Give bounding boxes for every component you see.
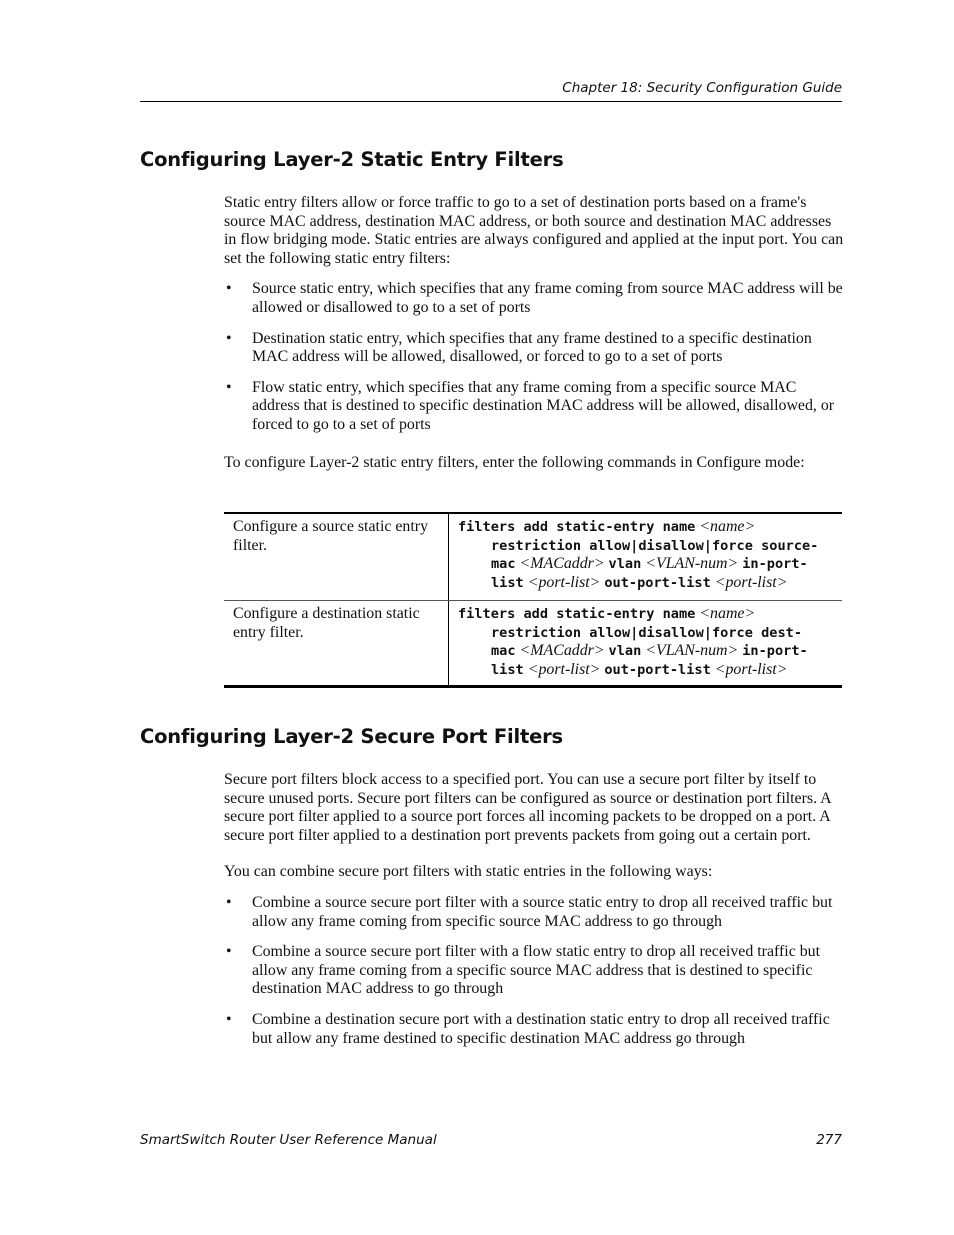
bullet-icon: • bbox=[226, 329, 232, 347]
bullet-icon: • bbox=[226, 943, 232, 961]
static-entry-outro: To configure Layer-2 static entry filters, enter the following commands in Configure mode: bbox=[224, 453, 805, 471]
running-header: Chapter 18: Security Configuration Guide bbox=[140, 79, 842, 102]
command-syntax: filters add static-entry name <name> restriction allow|disallow|force dest- mac <MACaddr> vlan <VLAN-num> in-port- list <port-list> out-port-list <port-list> bbox=[458, 605, 808, 678]
secure-port-lead: You can combine secure port filters with static entries in the following ways: bbox=[224, 863, 713, 881]
static-entry-bullet-list bbox=[224, 280, 844, 434]
manual-title: SmartSwitch Router User Reference Manual bbox=[140, 1132, 437, 1148]
static-entry-intro: Static entry filters allow or force traffic to go to a set of destination ports based on a frame's source MAC address, destination MAC address, or both source and destination MAC addresses in flow bridging mode. Static entries are always configured and applied at the input port. You can set the following static entry filters: bbox=[224, 194, 844, 267]
bullet-icon: • bbox=[226, 893, 232, 911]
table-row bbox=[224, 601, 842, 687]
command-syntax: filters add static-entry name <name> restriction allow|disallow|force source- mac <MACaddr> vlan <VLAN-num> in-port- list <port-list> out-port-list <port-list> bbox=[449, 513, 843, 601]
command-table bbox=[224, 512, 842, 688]
list-item: • Destination static entry, which specifies that any frame destined to a specific destination MAC address will be allowed, disallowed, or forced to go to a set of ports bbox=[226, 329, 812, 366]
static-entry-body bbox=[224, 194, 844, 472]
command-description: Configure a source static entry filter. bbox=[224, 513, 449, 601]
secure-port-bullet-list bbox=[224, 894, 844, 1048]
list-item: • Combine a source secure port filter with a flow static entry to drop all received traffic but allow any frame coming from a specific source MAC address that is destined to specific destination MAC address to go through bbox=[226, 943, 821, 998]
list-item: • Combine a source secure port filter with a source static entry to drop all received traffic but allow any frame coming from specific source MAC address to go through bbox=[226, 893, 833, 930]
bullet-icon: • bbox=[226, 378, 232, 396]
list-item: • Source static entry, which specifies that any frame coming from source MAC address will be allowed or disallowed to go to a set of ports bbox=[226, 280, 843, 316]
table-row bbox=[224, 513, 842, 601]
bullet-icon: • bbox=[226, 280, 232, 298]
page-footer bbox=[140, 1132, 842, 1148]
list-item: • Combine a destination secure port with a destination static entry to drop all received traffic but allow any frame destined to specific destination MAC address go through bbox=[226, 1010, 830, 1047]
list-item: • Flow static entry, which specifies that any frame coming from a specific source MAC address that is destined to specific destination MAC address will be allowed, disallowed, or forced to go to a set of ports bbox=[226, 378, 835, 433]
section-heading-static-entry: Configuring Layer-2 Static Entry Filters bbox=[140, 148, 564, 171]
secure-port-body bbox=[224, 771, 844, 1048]
secure-port-intro: Secure port filters block access to a specified port. You can use a secure port filter by itself to secure unused ports. Secure port filters can be configured as source or destination port filters. A secure port filter applied to a source port forces all incoming packets to be dropped on a port. A secure port filter applied to a destination port prevents packets from going out a certain port. bbox=[224, 771, 831, 844]
command-description: Configure a destination static entry filter. bbox=[224, 601, 449, 687]
section-heading-secure-port: Configuring Layer-2 Secure Port Filters bbox=[140, 725, 563, 748]
page-number: 277 bbox=[816, 1132, 842, 1148]
bullet-icon: • bbox=[226, 1010, 232, 1028]
